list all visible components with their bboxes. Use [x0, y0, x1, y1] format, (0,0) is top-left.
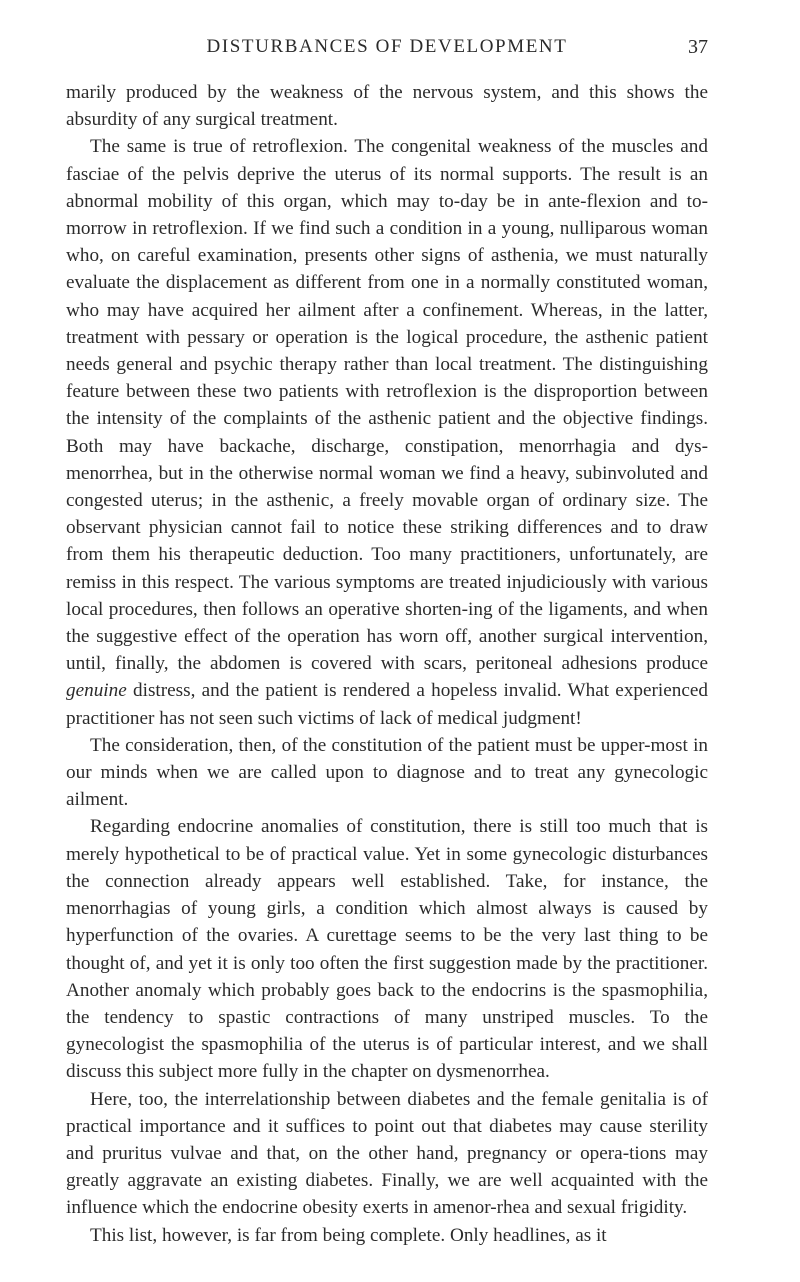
paragraph-text: The same is true of retroflexion. The congenital weakness of the muscles and fasciae of the pelvis deprive the uterus of its normal supports. The result is an abnormal mobility of this organ, which may to-day be in ante-flexion and to-morrow in retroflexion. If we find such a condition in a young, nulliparous woman who, on careful examination, presents other signs of asthenia, we must naturally evaluate the displacement as different from one in a normally constituted woman, who may have acquired her ailment after a confinement. Whereas, in the latter, treatment with pessary or operation is the logical procedure, the asthenic patient needs general and psychic therapy rather than local treatment. The distinguishing feature between these two patients with retroflexion is the disproportion between the intensity of the complaints of the asthenic patient and the objective findings. Both may have backache, discharge, constipation, menorrhagia and dys-menorrhea, but in the otherwise normal woman we find a heavy, subinvoluted and congested uterus; in the asthenic, a freely movable organ of ordinary size. The observant physician cannot fail to notice these striking differences and to draw from them his therapeutic deduction. Too many practitioners, unfortunately, are remiss in this respect. The various symptoms are treated injudiciously with various local procedures, then follows an operative shorten-ing of the ligaments, and when the suggestive effect of the operation has worn off, another surgical intervention, until, finally, the abdomen is covered with scars, peritoneal adhesions produce	[66, 136, 708, 675]
paragraph-text: marily produced by the weakness of the nervous system, and this shows the absurdity of any surgical treatment.	[66, 82, 708, 131]
paragraph-retroflexion	[66, 133, 708, 731]
paragraph-text: Regarding endocrine anomalies of constitution, there is still too much that is merely hypothetical to be of practical value. Yet in some gynecologic disturbances the connection already appears well established. Take, for instance, the menorrhagias of young girls, a condition which almost always is caused by hyperfunction of the ovaries. A curettage seems to be the very last thing to be thought of, and yet it is only too often the first suggestion made by the practitioner. Another anomaly which probably goes back to the endocrins is the spasmophilia, the tendency to spastic contractions of many unstriped muscles. To the gynecologist the spasmophilia of the uterus is of particular interest, and we shall discuss this subject more fully in the chapter on dysmenorrhea.	[66, 816, 708, 1083]
page-header	[66, 36, 708, 64]
paragraph-text: This list, however, is far from being complete. Only headlines, as it	[90, 1224, 607, 1246]
page-number: 37	[688, 36, 708, 58]
paragraph-text: The consideration, then, of the constitution of the patient must be upper-most in our minds when we are called upon to diagnose and to treat any gynecologic ailment.	[66, 734, 708, 811]
paragraph-endocrine	[66, 813, 708, 1085]
running-head: DISTURBANCES OF DEVELOPMENT	[206, 36, 568, 57]
paragraph-text-after: distress, and the patient is rendered a hopeless invalid. What experienced practitioner has not seen such victims of lack of medical judgment!	[66, 680, 708, 729]
body-text	[66, 79, 708, 1249]
paragraph-continued	[66, 79, 708, 133]
paragraph-list	[66, 1222, 708, 1249]
paragraph-diabetes	[66, 1086, 708, 1222]
paragraph-text: Here, too, the interrelationship between diabetes and the female genitalia is of practical importance and it suffices to point out that diabetes may cause sterility and pruritus vulvae and that, on the other hand, pregnancy or opera-tions may greatly aggravate an existing diabetes. Finally, we are well acquainted with the influence which the endocrine obesity exerts in amenor-rhea and sexual frigidity.	[66, 1088, 708, 1219]
paragraph-constitution	[66, 732, 708, 814]
emphasis-word: genuine	[66, 680, 127, 702]
